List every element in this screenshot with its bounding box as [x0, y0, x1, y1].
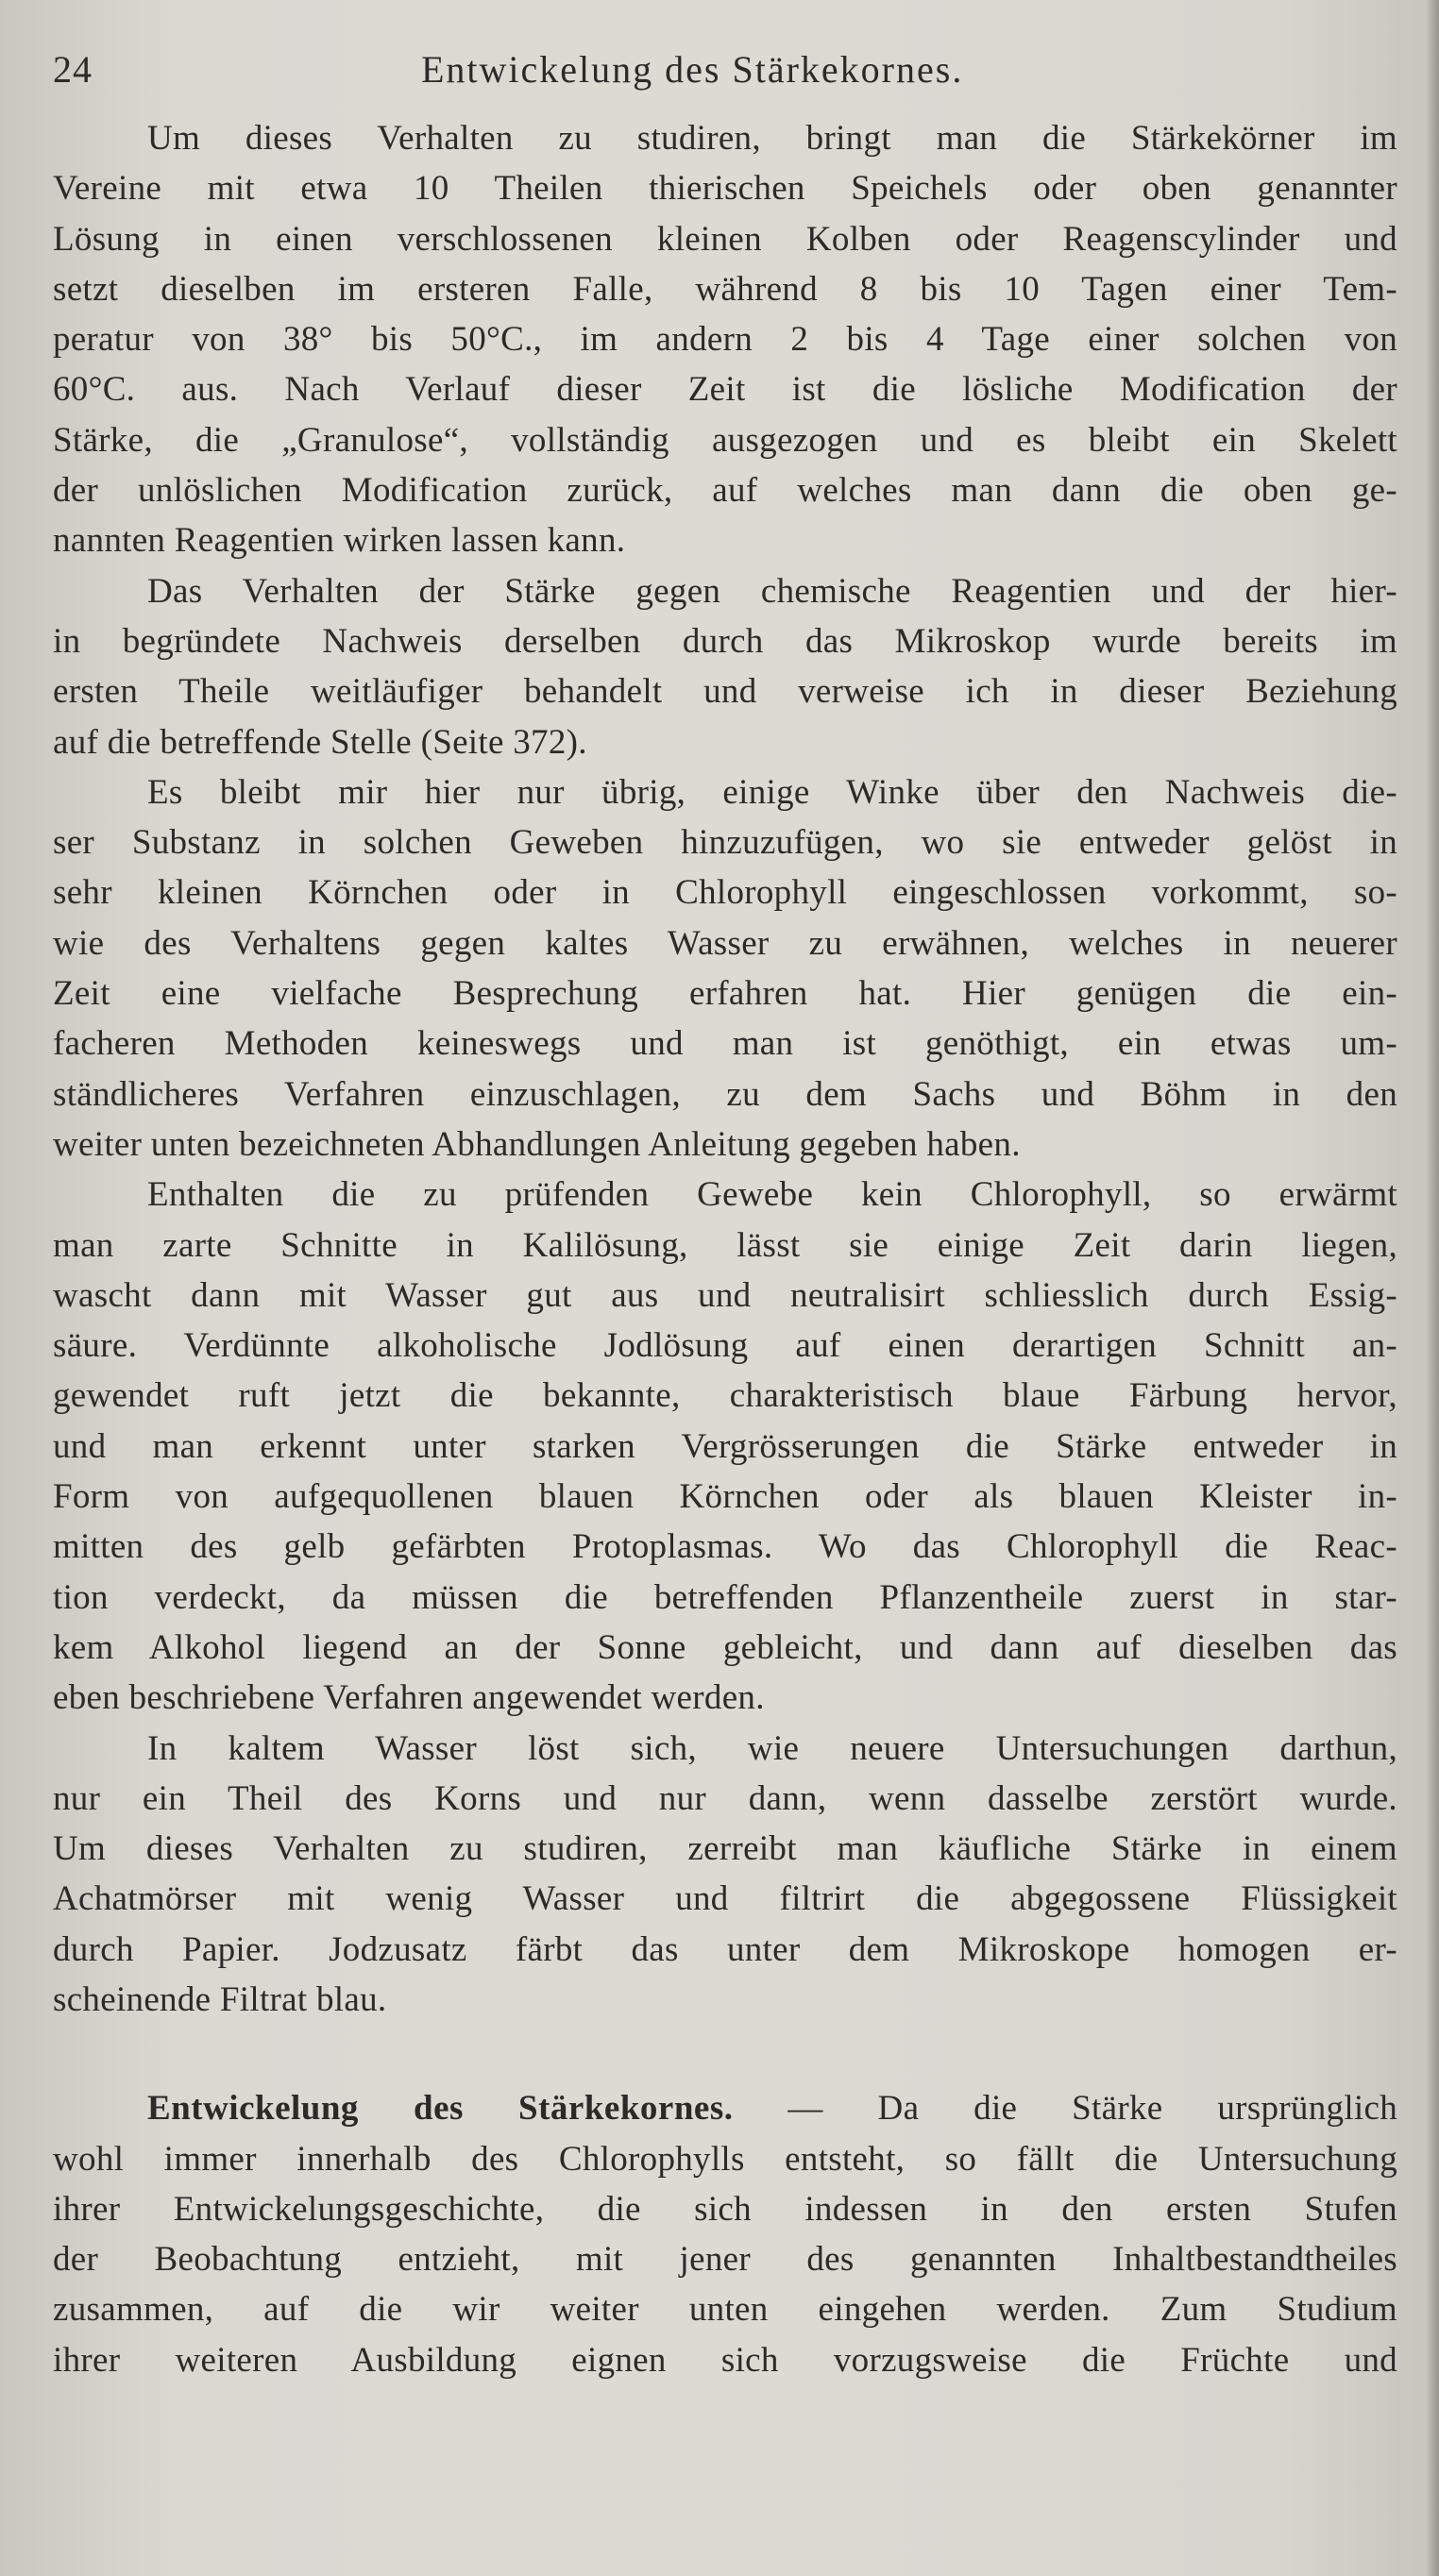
text-line: nur ein Theil des Korns und nur dann, wenn dasselbe zerstört wurde.	[53, 1778, 1397, 1818]
text-line: auf die betreffende Stelle (Seite 372).	[53, 722, 587, 762]
text-line: sehr kleinen Körnchen oder in Chlorophyll eingeschlossen vorkommt, so-	[53, 873, 1397, 913]
text-line: der unlöslichen Modification zurück, auf welches man dann die oben ge-	[53, 471, 1397, 511]
text-line: ser Substanz in solchen Geweben hinzuzufügen, wo sie entweder gelöst in	[53, 823, 1397, 863]
page-edge-shadow	[1426, 0, 1439, 2576]
text-line: man zarte Schnitte in Kalilösung, lässt sie einige Zeit darin liegen,	[53, 1225, 1397, 1265]
section-development	[53, 2083, 1397, 2385]
text-line: Um dieses Verhalten zu studiren, bringt man die Stärkekörner im	[147, 119, 1397, 158]
text-line: Achatmörser mit wenig Wasser und filtrirt die abgegossene Flüssigkeit	[53, 1879, 1397, 1919]
paragraph-3	[53, 767, 1397, 1170]
text-line: Das Verhalten der Stärke gegen chemische Reagentien und der hier-	[147, 571, 1397, 611]
text-line: in begründete Nachweis derselben durch das Mikroskop wurde bereits im	[53, 621, 1397, 661]
text-line: wie des Verhaltens gegen kaltes Wasser zu erwähnen, welches in neuerer	[53, 923, 1397, 963]
text-line: Zeit eine vielfache Besprechung erfahren hat. Hier genügen die ein-	[53, 974, 1397, 1014]
text-line: säure. Verdünnte alkoholische Jodlösung auf einen derartigen Schnitt an-	[53, 1326, 1397, 1366]
text-line: ihrer weiteren Ausbildung eignen sich vorzugsweise die Früchte und	[53, 2340, 1397, 2380]
text-line: Enthalten die zu prüfenden Gewebe kein Chlorophyll, so erwärmt	[147, 1175, 1397, 1215]
text-line: scheinende Filtrat blau.	[53, 1979, 387, 2019]
text-line: wascht dann mit Wasser gut aus und neutralisirt schliesslich durch Essig-	[53, 1275, 1397, 1315]
text-line: gewendet ruft jetzt die bekannte, charakteristisch blaue Färbung hervor,	[53, 1376, 1397, 1416]
text-line: ständlicheres Verfahren einzuschlagen, zu dem Sachs und Böhm in den	[53, 1074, 1397, 1114]
text-line: Form von aufgequollenen blauen Körnchen oder als blauen Kleister in-	[53, 1477, 1397, 1517]
section-spacer	[53, 2025, 1397, 2083]
text-line: peratur von 38° bis 50°C., im andern 2 bis 4 Tage einer solchen von	[53, 320, 1397, 360]
text-line: 60°C. aus. Nach Verlauf dieser Zeit ist die lösliche Modification der	[53, 370, 1397, 410]
text-line: wohl immer innerhalb des Chlorophylls entsteht, so fällt die Untersuchung	[53, 2139, 1397, 2179]
page-number: 24	[53, 48, 93, 91]
section-first-line	[53, 2083, 1397, 2133]
text-line: Um dieses Verhalten zu studiren, zerreibt man käufliche Stärke in einem	[53, 1829, 1397, 1869]
section-heading: Entwickelung des Stärkekornes.	[147, 2089, 734, 2129]
page-header	[53, 42, 1384, 98]
text-line: tion verdeckt, da müssen die betreffenden Pflanzentheile zuerst in star-	[53, 1577, 1397, 1617]
text-line: facheren Methoden keineswegs und man ist genöthigt, ein etwas um-	[53, 1024, 1397, 1064]
text-line: Lösung in einen verschlossenen kleinen Kolben oder Reagenscylinder und	[53, 219, 1397, 259]
text-line: Es bleibt mir hier nur übrig, einige Winke über den Nachweis die-	[147, 772, 1397, 812]
text-line: kem Alkohol liegend an der Sonne gebleicht, und dann auf dieselben das	[53, 1627, 1397, 1667]
text-line: nannten Reagentien wirken lassen kann.	[53, 521, 626, 561]
paragraph-4	[53, 1170, 1397, 1723]
text-line: weiter unten bezeichneten Abhandlungen Anleitung gegeben haben.	[53, 1124, 1021, 1164]
text-line: Vereine mit etwa 10 Theilen thierischen Speichels oder oben genannter	[53, 169, 1397, 209]
text-line: und man erkennt unter starken Vergrösserungen die Stärke entweder in	[53, 1426, 1397, 1466]
text-line: ihrer Entwickelungsgeschichte, die sich indessen in den ersten Stufen	[53, 2189, 1397, 2229]
running-head: Entwickelung des Stärkekornes.	[421, 48, 964, 91]
text-line: durch Papier. Jodzusatz färbt das unter dem Mikroskope homogen er-	[53, 1929, 1397, 1969]
text-line: Stärke, die „Granulose“, vollständig ausgezogen und es bleibt ein Skelett	[53, 420, 1397, 460]
paragraph-1	[53, 113, 1397, 566]
text-line: setzt dieselben im ersteren Falle, während 8 bis 10 Tagen einer Tem-	[53, 269, 1397, 309]
text-line: mitten des gelb gefärbten Protoplasmas. Wo das Chlorophyll die Reac-	[53, 1527, 1397, 1567]
text-line: In kaltem Wasser löst sich, wie neuere Untersuchungen darthun,	[147, 1728, 1397, 1768]
body-text	[53, 113, 1397, 2385]
section-first-line-text: — Da die Stärke ursprünglich	[733, 2089, 1397, 2129]
text-line: der Beobachtung entzieht, mit jener des genannten Inhaltbestandtheiles	[53, 2240, 1397, 2280]
text-line: ersten Theile weitläufiger behandelt und verweise ich in dieser Beziehung	[53, 672, 1397, 712]
text-line: zusammen, auf die wir weiter unten eingehen werden. Zum Studium	[53, 2290, 1397, 2330]
text-line: eben beschriebene Verfahren angewendet werden.	[53, 1678, 765, 1718]
paragraph-2	[53, 566, 1397, 767]
paragraph-5	[53, 1724, 1397, 2026]
